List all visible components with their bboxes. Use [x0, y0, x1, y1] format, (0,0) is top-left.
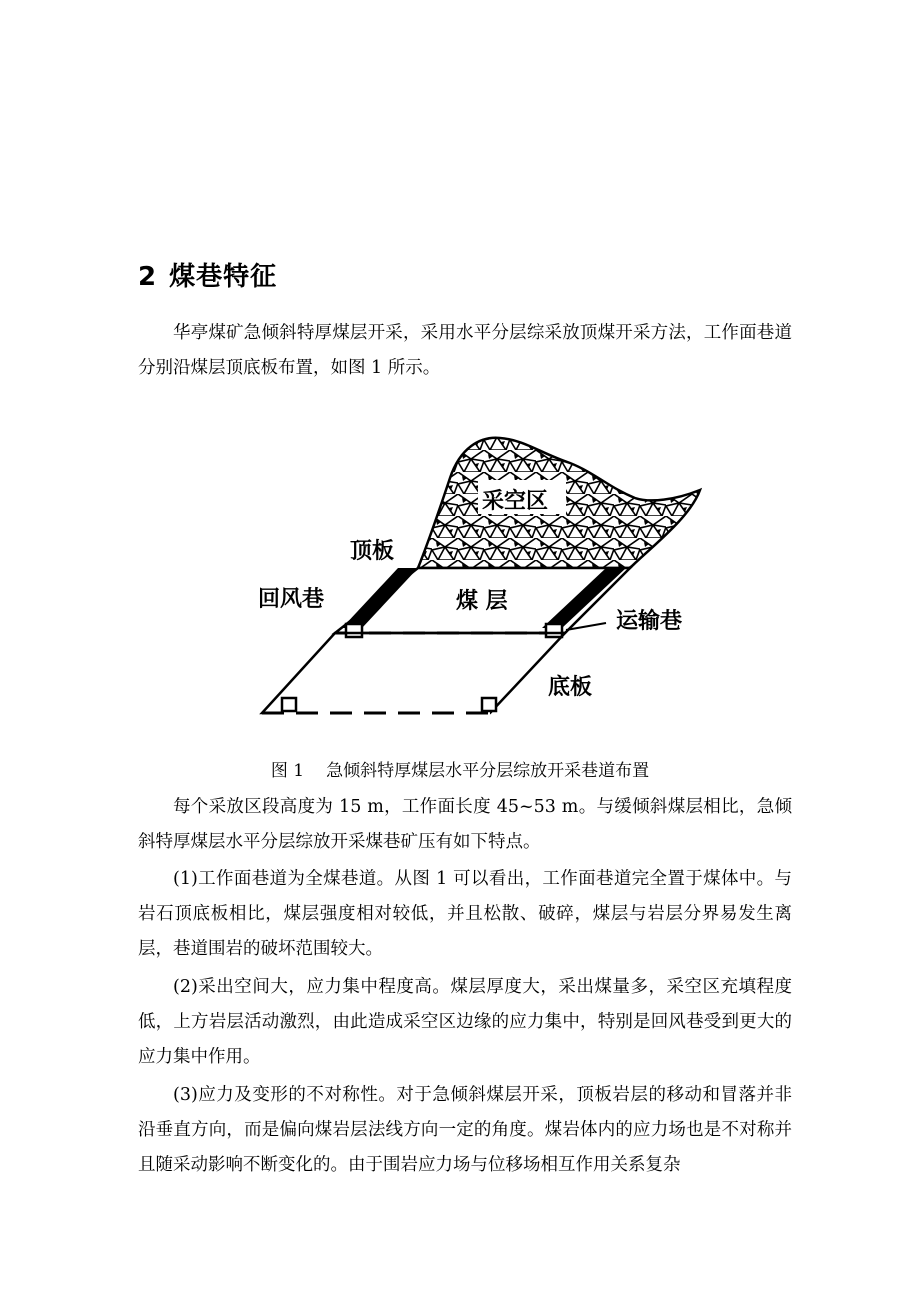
label-roof: 顶板 [350, 539, 395, 564]
paragraph-3: (1)工作面巷道为全煤巷道。从图 1 可以看出，工作面巷道完全置于煤体中。与岩石顶底板相比，煤层强度相对较低，并且松散、破碎，煤层与岩层分界易发生离层，巷道围岩的破坏范围较大。 [138, 869, 792, 959]
lower-haulage-roadway [482, 698, 496, 711]
label-haulage-roadway: 运输巷 [616, 609, 683, 634]
label-goaf: 采空区 [482, 489, 549, 514]
figure-caption [0, 756, 920, 781]
paragraph-5: (3)应力及变形的不对称性。对于急倾斜煤层开采，顶板岩层的移动和冒落并非沿垂直方向，而是偏向煤岩层法线方向一定的角度。煤岩体内的应力场也是不对称并且随采动影响不断变化的。由于围岩应力场与位移场相互作用关系复杂 [138, 1085, 792, 1175]
return-airway [346, 624, 362, 637]
section-heading [138, 256, 277, 293]
paragraph-2: 每个采放区段高度为 15 m，工作面长度 45~53 m。与缓倾斜煤层相比，急倾斜特厚煤层水平分层综放开采煤巷矿压有如下特点。 [138, 797, 792, 852]
section-number: 2 [138, 262, 158, 292]
roadway-layout-figure [250, 428, 720, 728]
paragraph-intro: 华亭煤矿急倾斜特厚煤层开采，采用水平分层综采放顶煤开采方法，工作面巷道分别沿煤层顶底板布置，如图 1 所示。 [138, 323, 792, 378]
lower-return-airway [282, 698, 296, 711]
lower-slice-plane [262, 633, 565, 713]
label-floor: 底板 [548, 675, 593, 700]
section-title: 煤巷特征 [169, 262, 278, 292]
figure-number: 图 1 [270, 761, 305, 781]
figure-caption-text: 急倾斜特厚煤层水平分层综放开采巷道布置 [326, 761, 650, 781]
paragraph-4: (2)采出空间大，应力集中程度高。煤层厚度大，采出煤量多，采空区充填程度低，上方岩层活动激烈，由此造成采空区边缘的应力集中，特别是回风巷受到更大的应力集中作用。 [138, 977, 792, 1067]
label-return-airway: 回风巷 [258, 587, 325, 612]
haulage-roadway [546, 624, 562, 637]
label-coal-seam: 煤 层 [456, 589, 508, 614]
